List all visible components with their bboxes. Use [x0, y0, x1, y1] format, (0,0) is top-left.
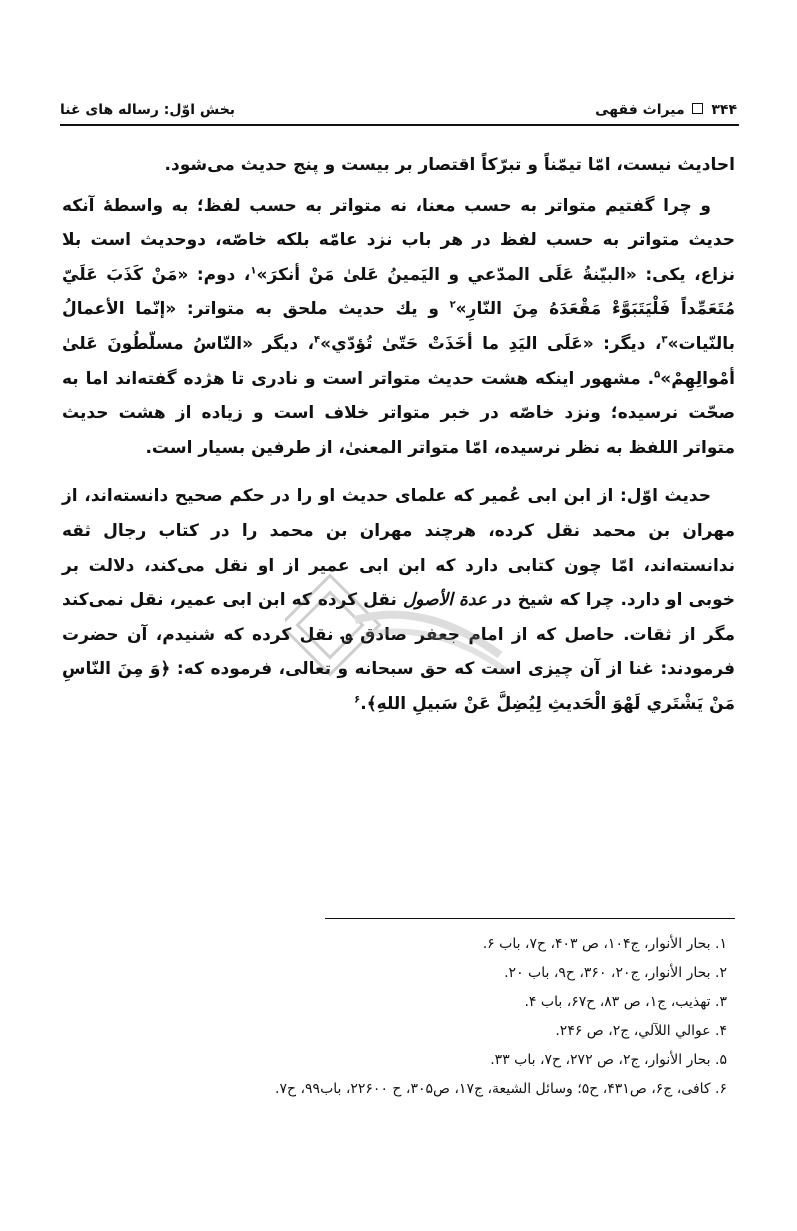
- footnote-ref: ۳: [661, 334, 668, 346]
- section-title: بخش اوّل: رساله های غنا: [60, 102, 236, 118]
- hadith-heading: حدیث اوّل:: [619, 486, 711, 507]
- book-citation: عدة الأصول: [402, 590, 487, 611]
- page-number: ۳۴۴: [711, 102, 737, 118]
- paragraph-hadith-one: [62, 479, 735, 721]
- square-icon: [692, 103, 703, 114]
- text-run: و چرا گفتیم متواتر به حسب معنا، نه متواتر به حسب لفظ؛ به واسطهٔ آنکه حدیث متواتر به حسب لفظ در هر باب نزد عامّه بلکه خاصّه، دوحدیث است بلا نزاع، یکی: «البیّنةُ عَلَی المدّعي و الیَمینُ عَلیٰ مَنْ أنکرَ»: [62, 195, 735, 285]
- text-run: ، دوم: «مَنْ کَذَبَ عَلَيّ مُتَعَمِّداً فَلْیَتَبَوَّءْ مَقْعَدَهُ مِنَ النّارِ»: [62, 264, 735, 320]
- footnote-5: ۵. بحار الأنوار، ج۲، ص ۲۷۲، ح۷، باب ۳۳.: [490, 1052, 727, 1068]
- header-rule: [60, 124, 739, 126]
- text-run: . مشهور اینکه هشت حدیث متواتر است و نادری تا هژده گفته‌اند اما به صحّت نرسیده؛ ونزد خاصّه در خبر متواتر خلاف است و زیاده از هشت حدیث متواتر اللفظ به نظر نرسیده، امّا متواتر المعنیٰ، از طرفین بسیار است.: [62, 368, 735, 458]
- footnote-6: ۶. کافی، ج۶، ص۴۳۱، ح۵؛ وسائل الشیعة، ج۱۷، ص۳۰۵، ح ۲۲۶۰۰، باب۹۹، ح۷.: [275, 1081, 727, 1097]
- page-header: [60, 92, 737, 118]
- paragraph-tawatur: [62, 189, 735, 466]
- header-right: [595, 102, 737, 118]
- footnote-3: ۳. تهذیب، ج۱، ص ۸۳، ح۶۷، باب ۴.: [524, 994, 727, 1010]
- text-run: و یك حدیث ملحق به متواتر: «إنّما الأعمالُ بالنّیات»: [62, 299, 735, 354]
- footnote-ref: ۱: [250, 265, 257, 277]
- footnote-ref: ۲: [449, 299, 456, 311]
- book-title: میراث فقهی: [595, 102, 685, 118]
- text-run: ، دیگر «النّاسُ مسلّطُونَ عَلیٰ أمْوالِهِمْ»: [62, 333, 735, 389]
- main-text: [62, 148, 735, 736]
- footnote-1: ۱. بحار الأنوار، ج۱۰۴، ص ۴۰۳، ح۷، باب ۶.: [482, 936, 727, 952]
- text-run: نقل کرده که ابن ابی عمیر، نقل نمی‌کند مگر از ثقات. حاصل که از امام جعفر صادق ؈ نقل کرده که شنیدم، آن حضرت فرمودند: غنا از آن چیزی است که حق سبحانه و تعالی، فرموده که: ﴿وَ مِنَ النّاسِ مَنْ یَشْتَري لَهْوَ الْحَدیثِ لِیُضِلَّ عَنْ سَبیلِ اللهِ﴾.: [62, 590, 735, 714]
- footnote-4: ۴. عوالي اللآلي، ج۲، ص ۲۴۶.: [555, 1023, 727, 1039]
- footnote-ref: ۶: [354, 694, 361, 706]
- footnote-ref: ۵: [654, 368, 661, 380]
- paragraph-intro: احادیث نیست، امّا تیمّناً و تبرّکاً اقتصار بر بیست و پنج حدیث می‌شود.: [164, 155, 735, 175]
- footnote-ref: ۴: [314, 334, 321, 346]
- footnote-2: ۲. بحار الأنوار، ج۲۰، ۳۶۰، ح۹، باب ۲۰.: [504, 965, 727, 981]
- text-run: از ابن ابی عُمیر که علمای حدیث او را در حکم صحیح دانسته‌اند، از مهران بن محمد نقل کرده، هرچند مهران بن محمد را در کتاب رجال ثقه ندانسته‌اند، امّا چون کتابی دارد که ابن ابی عمیر از او نقل می‌کند، دلالت بر خوبی او دارد. چرا که شیخ در: [62, 486, 735, 611]
- footnote-rule: [325, 918, 735, 919]
- text-run: ، دیگر: «عَلَی الیَدِ ما أخَذَتْ حَتّیٰ تُؤدّي»: [320, 333, 662, 354]
- footnotes: [62, 930, 727, 1104]
